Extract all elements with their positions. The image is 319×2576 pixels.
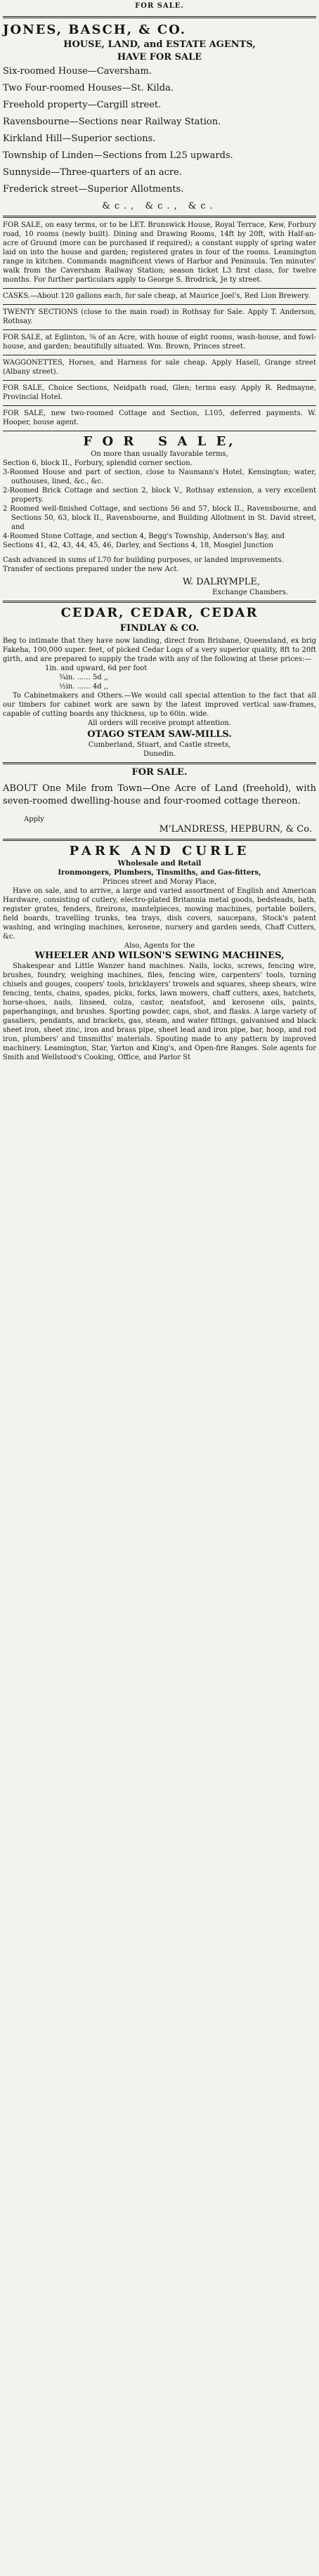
ad-twenty-sections: TWENTY SECTIONS (close to the main road) in Rothsay for Sale. Apply T. Anderson, Rothsay. [3,308,316,325]
ad-subtitle: HOUSE, LAND, and ESTATE AGENTS, [63,39,256,50]
divider [3,288,316,289]
listing: Ravensbourne—Sections near Railway Station. [3,117,221,127]
divider [3,216,316,218]
ad-title: PARK AND CURLE [69,844,250,858]
price-line: ½in. ...... 4d ,, [59,683,109,691]
listing: Six-roomed House—Caversham. [3,66,152,77]
ad-address: Cumberland, Stuart, and Castle streets, [88,741,231,749]
listing: Freehold property—Cargill street. [3,100,162,110]
ad-subtitle-2: HAVE FOR SALE [117,52,202,63]
signature: W. DALRYMPLE, [182,577,260,587]
ad-body: Have on sale, and to arrive, a large and varied assortment of English and American Hardware, consisting of cutlery, electro-plated Britannia metal goods, bedsteads, bath, register grates, fenders, fireirons, mantelpieces, mowing machines, portable boilers, field boards, travelling trunks, tea trays, dish covers, saucepans, Stock's patent washing, and wringing machines, kerosene, nursery and garden seeds, Chaff Cutters, &c. [3,887,316,941]
ad-park-and-curle [3,844,316,1062]
listing: Two Four-roomed Houses—St. Kilda. [3,83,174,93]
ad-jones-basch [3,22,316,212]
ad-eglinton: FOR SALE, at Eglinton, ⅜ of an Acre, with house of eight rooms, wash-house, and fowl-house, and garden; beautifully situated. Wm. Brown, Princes street. [3,334,316,351]
ad-intro: On more than usually favorable terms, [91,450,228,458]
listing: Frederick street—Superior Allotments. [3,184,184,195]
ad-sub-3: Princes street and Moray Place, [102,878,217,886]
ad-choice-sections: FOR SALE, Choice Sections, Neidpath road, Glen; terms easy. Apply R. Redmayne, Provincial Hotel. [3,384,316,401]
divider [3,601,316,603]
ad-waggonettes: WAGGONETTES, Horses, and Harness for sale cheap. Apply Hasell, Grange street (Albany street). [3,359,316,376]
ad-title: CEDAR, CEDAR, CEDAR [60,606,259,620]
ad-title: F O R S A L E, [83,434,236,449]
signature: M'LANDRESS, HEPBURN, & Co. [159,824,312,835]
divider [3,762,316,764]
ad-apply: Apply [24,816,44,823]
signature-address: Exchange Chambers. [212,589,288,596]
ad-orders: All orders will receive prompt attention. [88,719,231,727]
ad-body: ABOUT One Mile from Town—One Acre of Land (freehold), with seven-roomed dwelling-house and four-roomed cottage thereon. [3,783,316,806]
ad-brunswick-house: FOR SALE, on easy terms, or to be LET. Brunswick House, Royal Terrace, Kew, Forbury road, 10 rooms (newly built). Dining and Drawing Rooms, 14ft by 20ft, with Half-an-acre of Ground (more can be purchased if required); a constant supply of spring water laid on into the house and garden; registered grates in four of the rooms. Leamington range in kitchen. Commands magnificent views of Harbor and Peninsula. Ten minutes' walk from the Caversham Railway Station; season ticket L3 first class, for twelve months. For further particulars apply to George S. Brodrick, Je ty street. [3,221,316,284]
price-line: 1in. and upward, 6d per foot [45,665,148,672]
ad-dalrymple [3,434,316,597]
divider [3,839,316,841]
listing: Township of Linden—Sections from L25 upwards. [3,150,233,161]
ad-cottage: FOR SALE, new two-roomed Cottage and Section, L105, deferred payments. W. Hooper, house agent. [3,410,316,426]
divider [3,304,316,305]
listing: 4-Roomed Stone Cottage, and section 4, Begg's Township, Anderson's Bay, and [3,532,285,540]
ad-title: JONES, BASCH, & CO. [3,22,187,37]
ad-agency: WHEELER AND WILSON'S SEWING MACHINES, [34,950,285,961]
note: Cash advanced in sums of L70 for building purposes, or landed improvements. [3,556,284,564]
ad-casks: CASKS.—About 120 gallons each, for sale cheap, at Maurice Joel's, Red Lion Brewery. [3,292,311,300]
divider [3,329,316,330]
listing: Sunnyside—Three-quarters of an acre. [3,167,182,178]
ad-masthead: FOR SALE. [131,767,188,778]
ad-also: Also, Agents for the [124,942,195,950]
ad-cedar [3,606,316,759]
listing: Sections 41, 42, 43, 44, 45, 46, Darley, and Sections 4, 18, Mosgiel Junction [3,542,273,549]
ad-mills: OTAGO STEAM SAW-MILLS. [87,729,232,740]
ad-trade-note: To Cabinetmakers and Others.—We would call special attention to the fact that all our timbers for cabinet work are sawn by the latest improved vertical saw-frames, capable of cutting boards any thickness, up to 60in. wide. [3,692,316,718]
note: Transfer of sections prepared under the new Act. [3,565,179,573]
ad-sub-2: Ironmongers, Plumbers, Tinsmiths, and Gas-fitters, [58,869,261,877]
listing: Section 6, block II., Forbury, splendid corner section. [3,459,193,467]
divider [3,380,316,381]
ad-from: FINDLAY & CO. [119,623,200,634]
divider [3,16,316,18]
ad-body: Beg to intimate that they have now landing, direct from Brisbane, Queensland, ex brig Fakeha, 100,000 super. feet, of picked Cedar Logs of a very superior quality, 8ft to 20ft girth, and are prepared to supply the trade with any of the following at these prices:— [3,637,316,663]
column-masthead: FOR SALE. [135,2,184,10]
ad-mlandress [3,767,316,835]
listing: 2-Roomed Brick Cottage and section 2, block V., Rothsay extension, a very excellent property. [3,487,316,504]
listing: 2 Roomed well-finished Cottage, and sections 56 and 57, block II., Ravensbourne, and Sections 50, 63, block II., Ravensbourne, and Building Allotment in St. David street, and [3,505,316,531]
ad-body-2: Shakespear and Little Wanzer hand machines. Nails, locks, screws, fencing wire, brushes, foundry, weighing machines, files, fencing wire, carpenters' tools, turning chisels and gouges, coopers' tools, bricklayers' trowels and squares, sheep shears, wire fencing, tents, chains, spades, picks, forks, lawn mowers, chaff cutters, axes, hatchets, horse-shoes, nails, linseed, colza, castor, neatsfoot, and kerosene oils, paints, paperhangings, and brushes. Sporting powder, caps, shot, and flasks. A large variety of gasaliers, pendants, and brackets, gas, steam, and water fittings, galvanised and black sheet iron, sheet zinc, iron and brass pipe, sheet lead and iron pipe, bar, hoop, and rod iron, plumbers' and tinsmiths' materials. Spouting made to any pattern by improved machinery. Leamington, Star, Yarton and King's, and Open-fire Ranges. Sole agents for Smith and Wellstood's Cooking, Office, and Parlor St [3,962,316,1061]
listing: 3-Roomed House and part of section, close to Naumann's Hotel, Kensington; water, outhouses, lined, &c., &c. [3,469,316,485]
price-line: ¾in. ...... 5d ,, [59,674,109,681]
divider [3,405,316,406]
ad-city: Dunedin. [143,750,176,758]
ad-sub-1: Wholesale and Retail [117,860,202,868]
newspaper-column [3,0,316,1062]
listing: Kirkland Hill—Superior sections. [3,133,156,144]
etc-line: &c., &c., &c. [102,201,217,211]
